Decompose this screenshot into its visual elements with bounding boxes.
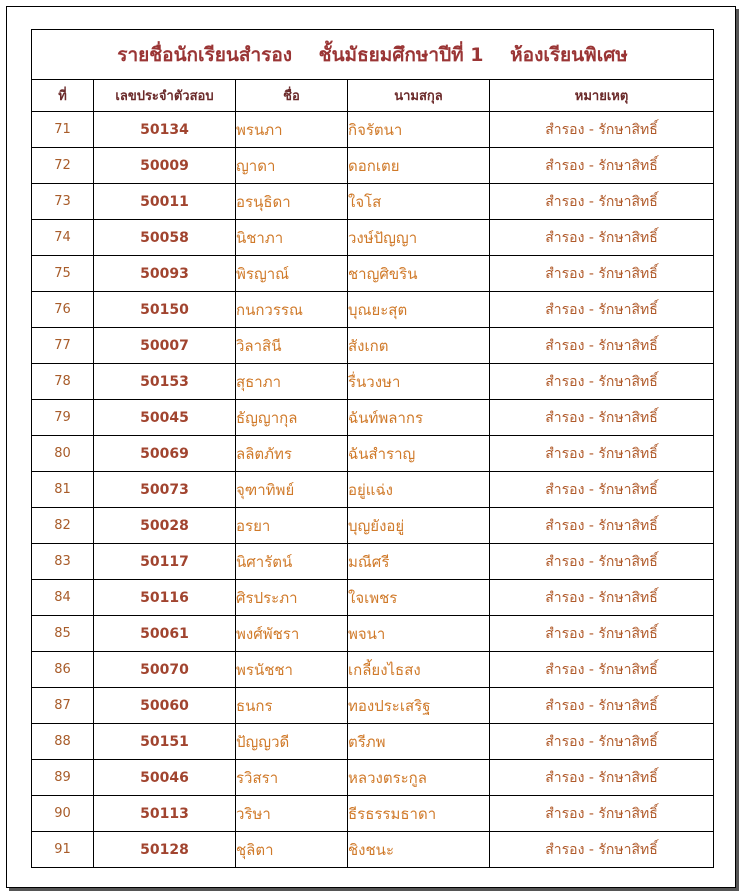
- row-note: สำรอง - รักษาสิทธิ์: [490, 256, 714, 292]
- table-row: [32, 436, 714, 472]
- row-note: สำรอง - รักษาสิทธิ์: [490, 472, 714, 508]
- row-note: สำรอง - รักษาสิทธิ์: [490, 148, 714, 184]
- title-row: [32, 30, 714, 80]
- row-exam-id: 50073: [94, 472, 236, 508]
- row-exam-id: 50116: [94, 580, 236, 616]
- row-exam-id: 50061: [94, 616, 236, 652]
- row-number: 90: [32, 796, 94, 832]
- column-header-last-name: นามสกุล: [348, 80, 490, 112]
- row-number: 74: [32, 220, 94, 256]
- row-last-name: เกลี้ยงไธสง: [348, 652, 490, 688]
- row-note: สำรอง - รักษาสิทธิ์: [490, 364, 714, 400]
- row-last-name: บุญยังอยู่: [348, 508, 490, 544]
- row-first-name: รวิสรา: [236, 760, 348, 796]
- row-first-name: กนกวรรณ: [236, 292, 348, 328]
- row-first-name: พงศ์พัชรา: [236, 616, 348, 652]
- row-note: สำรอง - รักษาสิทธิ์: [490, 832, 714, 868]
- table-body: [32, 112, 714, 868]
- row-exam-id: 50113: [94, 796, 236, 832]
- row-number: 84: [32, 580, 94, 616]
- row-last-name: ตรีภพ: [348, 724, 490, 760]
- table-row: [32, 364, 714, 400]
- row-note: สำรอง - รักษาสิทธิ์: [490, 220, 714, 256]
- table-row: [32, 292, 714, 328]
- row-number: 91: [32, 832, 94, 868]
- row-exam-id: 50007: [94, 328, 236, 364]
- table-row: [32, 508, 714, 544]
- row-note: สำรอง - รักษาสิทธิ์: [490, 400, 714, 436]
- table-row: [32, 148, 714, 184]
- row-exam-id: 50028: [94, 508, 236, 544]
- row-first-name: ชุลิตา: [236, 832, 348, 868]
- row-note: สำรอง - รักษาสิทธิ์: [490, 544, 714, 580]
- table-row: [32, 724, 714, 760]
- row-note: สำรอง - รักษาสิทธิ์: [490, 508, 714, 544]
- row-note: สำรอง - รักษาสิทธิ์: [490, 796, 714, 832]
- row-note: สำรอง - รักษาสิทธิ์: [490, 688, 714, 724]
- row-number: 86: [32, 652, 94, 688]
- row-first-name: นิศารัตน์: [236, 544, 348, 580]
- row-first-name: สุธาภา: [236, 364, 348, 400]
- row-last-name: ดอกเตย: [348, 148, 490, 184]
- row-note: สำรอง - รักษาสิทธิ์: [490, 724, 714, 760]
- title-part-class: ห้องเรียนพิเศษ: [510, 43, 628, 66]
- row-last-name: หลวงตระกูล: [348, 760, 490, 796]
- column-header-no: ที่: [32, 80, 94, 112]
- row-first-name: ลลิตภัทร: [236, 436, 348, 472]
- table-row: [32, 544, 714, 580]
- row-exam-id: 50093: [94, 256, 236, 292]
- row-first-name: พรนัชชา: [236, 652, 348, 688]
- row-number: 75: [32, 256, 94, 292]
- table-row: [32, 652, 714, 688]
- row-exam-id: 50060: [94, 688, 236, 724]
- row-last-name: รื่นวงษา: [348, 364, 490, 400]
- table-row: [32, 220, 714, 256]
- row-first-name: วริษา: [236, 796, 348, 832]
- row-last-name: ฉันสำราญ: [348, 436, 490, 472]
- row-exam-id: 50011: [94, 184, 236, 220]
- document-page: [6, 6, 736, 888]
- row-first-name: พิรญาณ์: [236, 256, 348, 292]
- row-exam-id: 50009: [94, 148, 236, 184]
- row-last-name: ชิงชนะ: [348, 832, 490, 868]
- title-part-list: รายชื่อนักเรียนสำรอง: [117, 43, 293, 66]
- row-last-name: สังเกต: [348, 328, 490, 364]
- row-note: สำรอง - รักษาสิทธิ์: [490, 580, 714, 616]
- row-exam-id: 50046: [94, 760, 236, 796]
- table-row: [32, 832, 714, 868]
- row-number: 85: [32, 616, 94, 652]
- row-last-name: พจนา: [348, 616, 490, 652]
- row-number: 81: [32, 472, 94, 508]
- row-exam-id: 50069: [94, 436, 236, 472]
- row-last-name: ธีรธรรมธาดา: [348, 796, 490, 832]
- row-note: สำรอง - รักษาสิทธิ์: [490, 760, 714, 796]
- table-row: [32, 256, 714, 292]
- row-exam-id: 50128: [94, 832, 236, 868]
- row-first-name: ธนกร: [236, 688, 348, 724]
- row-last-name: ฉันท์พลากร: [348, 400, 490, 436]
- row-last-name: ใจเพชร: [348, 580, 490, 616]
- table-row: [32, 184, 714, 220]
- row-number: 77: [32, 328, 94, 364]
- table-row: [32, 112, 714, 148]
- row-number: 82: [32, 508, 94, 544]
- row-first-name: จุฑาทิพย์: [236, 472, 348, 508]
- row-exam-id: 50134: [94, 112, 236, 148]
- row-exam-id: 50153: [94, 364, 236, 400]
- table-row: [32, 616, 714, 652]
- row-last-name: บุณยะสุต: [348, 292, 490, 328]
- row-note: สำรอง - รักษาสิทธิ์: [490, 436, 714, 472]
- row-last-name: ทองประเสริฐ: [348, 688, 490, 724]
- header-row: [32, 80, 714, 112]
- row-exam-id: 50151: [94, 724, 236, 760]
- row-note: สำรอง - รักษาสิทธิ์: [490, 652, 714, 688]
- row-last-name: กิจรัตนา: [348, 112, 490, 148]
- row-number: 87: [32, 688, 94, 724]
- row-exam-id: 50150: [94, 292, 236, 328]
- row-last-name: ใจโส: [348, 184, 490, 220]
- row-first-name: อรนุธิดา: [236, 184, 348, 220]
- row-number: 78: [32, 364, 94, 400]
- row-number: 89: [32, 760, 94, 796]
- row-last-name: วงษ์ปัญญา: [348, 220, 490, 256]
- row-first-name: ธัญญากุล: [236, 400, 348, 436]
- row-first-name: ศิรประภา: [236, 580, 348, 616]
- row-number: 79: [32, 400, 94, 436]
- table-row: [32, 328, 714, 364]
- row-first-name: วิลาสินี: [236, 328, 348, 364]
- row-note: สำรอง - รักษาสิทธิ์: [490, 112, 714, 148]
- row-note: สำรอง - รักษาสิทธิ์: [490, 292, 714, 328]
- column-header-note: หมายเหตุ: [490, 80, 714, 112]
- row-exam-id: 50058: [94, 220, 236, 256]
- row-number: 80: [32, 436, 94, 472]
- row-exam-id: 50117: [94, 544, 236, 580]
- row-exam-id: 50045: [94, 400, 236, 436]
- table-row: [32, 472, 714, 508]
- row-note: สำรอง - รักษาสิทธิ์: [490, 328, 714, 364]
- row-first-name: อรยา: [236, 508, 348, 544]
- table-row: [32, 400, 714, 436]
- row-number: 88: [32, 724, 94, 760]
- reserve-student-table: [31, 29, 714, 868]
- title-part-grade: ชั้นมัธยมศึกษาปีที่ 1: [318, 43, 484, 66]
- table-row: [32, 760, 714, 796]
- row-last-name: อยู่แฉ่ง: [348, 472, 490, 508]
- table-row: [32, 796, 714, 832]
- table-row: [32, 688, 714, 724]
- row-note: สำรอง - รักษาสิทธิ์: [490, 616, 714, 652]
- row-number: 71: [32, 112, 94, 148]
- row-last-name: มณีศรี: [348, 544, 490, 580]
- row-number: 73: [32, 184, 94, 220]
- row-first-name: พรนภา: [236, 112, 348, 148]
- row-number: 72: [32, 148, 94, 184]
- table-title: [32, 30, 714, 80]
- column-header-first-name: ชื่อ: [236, 80, 348, 112]
- row-note: สำรอง - รักษาสิทธิ์: [490, 184, 714, 220]
- row-first-name: ญาดา: [236, 148, 348, 184]
- row-number: 76: [32, 292, 94, 328]
- row-exam-id: 50070: [94, 652, 236, 688]
- row-first-name: นิชาภา: [236, 220, 348, 256]
- row-number: 83: [32, 544, 94, 580]
- column-header-exam-id: เลขประจำตัวสอบ: [94, 80, 236, 112]
- row-last-name: ชาญศิขริน: [348, 256, 490, 292]
- row-first-name: ปัญญวดี: [236, 724, 348, 760]
- table-row: [32, 580, 714, 616]
